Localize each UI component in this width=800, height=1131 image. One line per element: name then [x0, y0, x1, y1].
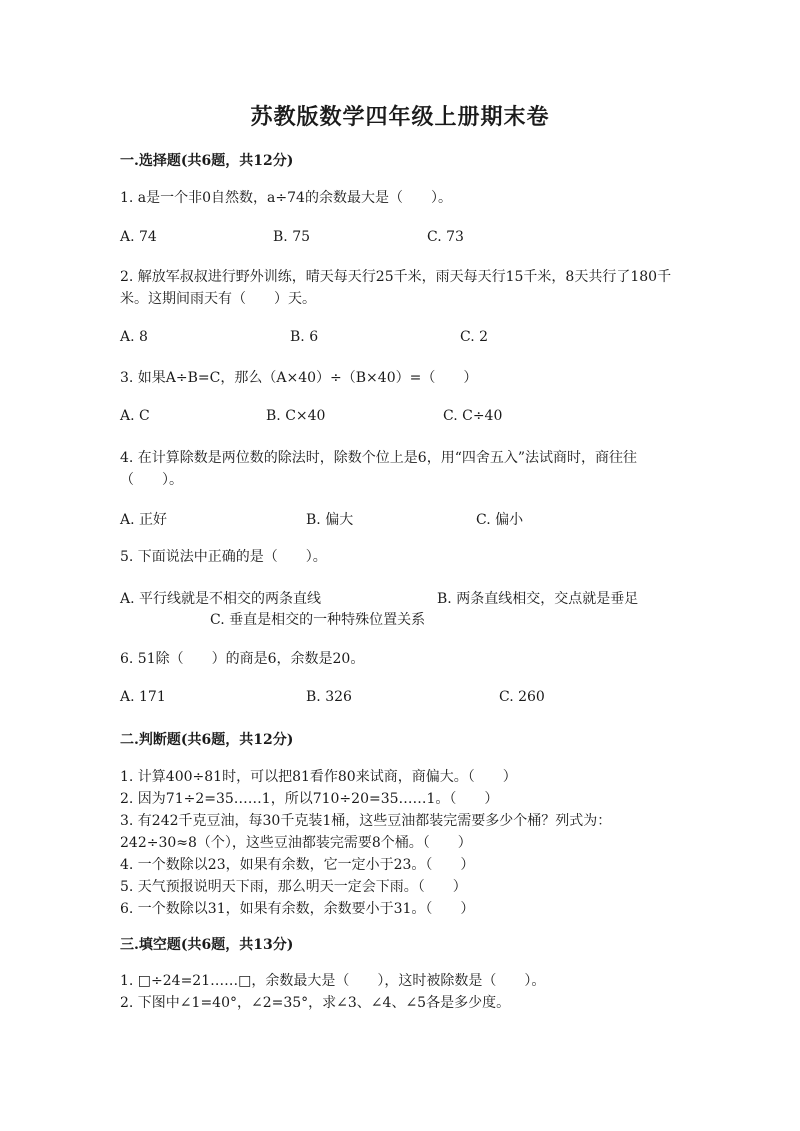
question-text: 5. 下面说法中正确的是（ ）。: [120, 549, 327, 565]
option-c: C. 260: [499, 689, 545, 705]
question-text: 1. a是一个非0自然数，a÷74的余数最大是（ ）。: [120, 190, 452, 206]
option-c: C. 垂直是相交的一种特殊位置关系: [210, 612, 426, 628]
option-a: A. C: [120, 408, 150, 424]
option-a: A. 正好: [120, 512, 168, 528]
question-text: 2. 解放军叔叔进行野外训练，晴天每天行25千米，雨天每天行15千米，8天共行了180千米。这期间雨天有（ ）天。: [120, 269, 672, 307]
option-b: B. C×40: [266, 408, 326, 424]
list-item: 1. □÷24=21……□，余数最大是（ ），这时被除数是（ ）。: [120, 973, 546, 989]
option-c: C. C÷40: [443, 408, 503, 424]
list-item: 2. 下图中∠1=40°，∠2=35°，求∠3、∠4、∠5各是多少度。: [120, 995, 511, 1011]
section-heading-fill: 三.填空题(共6题，共13分): [120, 937, 294, 953]
question-text: 6. 51除（ ）的商是6，余数是20。: [120, 651, 365, 667]
fill-list: [120, 970, 680, 1014]
question-text: 4. 在计算除数是两位数的除法时，除数个位上是6，用“四舍五入”法试商时，商往往（ ）。: [120, 450, 638, 488]
option-c: C. 2: [460, 329, 489, 345]
judge-list: [120, 766, 680, 920]
page-title: 苏教版数学四年级上册期末卷: [250, 104, 550, 130]
list-item: 1. 计算400÷81时，可以把81看作80来试商，商偏大。（ ）: [120, 769, 517, 785]
list-item: 3. 有242千克豆油，每30千克装1桶，这些豆油都装完需要多少个桶？列式为：242÷30≈8（个），这些豆油都装完需要8个桶。（ ）: [120, 813, 612, 851]
list-item: 4. 一个数除以23，如果有余数，它一定小于23。（ ）: [120, 857, 475, 873]
option-a: A. 171: [120, 689, 166, 705]
option-c: C. 73: [427, 229, 464, 245]
option-b: B. 326: [306, 689, 352, 705]
option-b: B. 两条直线相交，交点就是垂足: [437, 591, 639, 607]
list-item: 5. 天气预报说明天下雨，那么明天一定会下雨。（ ）: [120, 879, 467, 895]
question-text: 3. 如果A÷B=C，那么（A×40）÷（B×40）=（ ）: [120, 370, 478, 386]
section-heading-choice: 一.选择题(共6题，共12分): [120, 153, 294, 169]
option-c: C. 偏小: [476, 512, 524, 528]
option-b: B. 6: [290, 329, 319, 345]
option-a: A. 平行线就是不相交的两条直线: [120, 591, 322, 607]
list-item: 2. 因为71÷2=35……1，所以710÷20=35……1。（ ）: [120, 791, 499, 807]
list-item: 6. 一个数除以31，如果有余数，余数要小于31。（ ）: [120, 901, 475, 917]
option-a: A. 74: [120, 229, 157, 245]
option-a: A. 8: [120, 329, 148, 345]
option-b: B. 75: [273, 229, 311, 245]
section-heading-judge: 二.判断题(共6题，共12分): [120, 732, 294, 748]
option-b: B. 偏大: [306, 512, 354, 528]
